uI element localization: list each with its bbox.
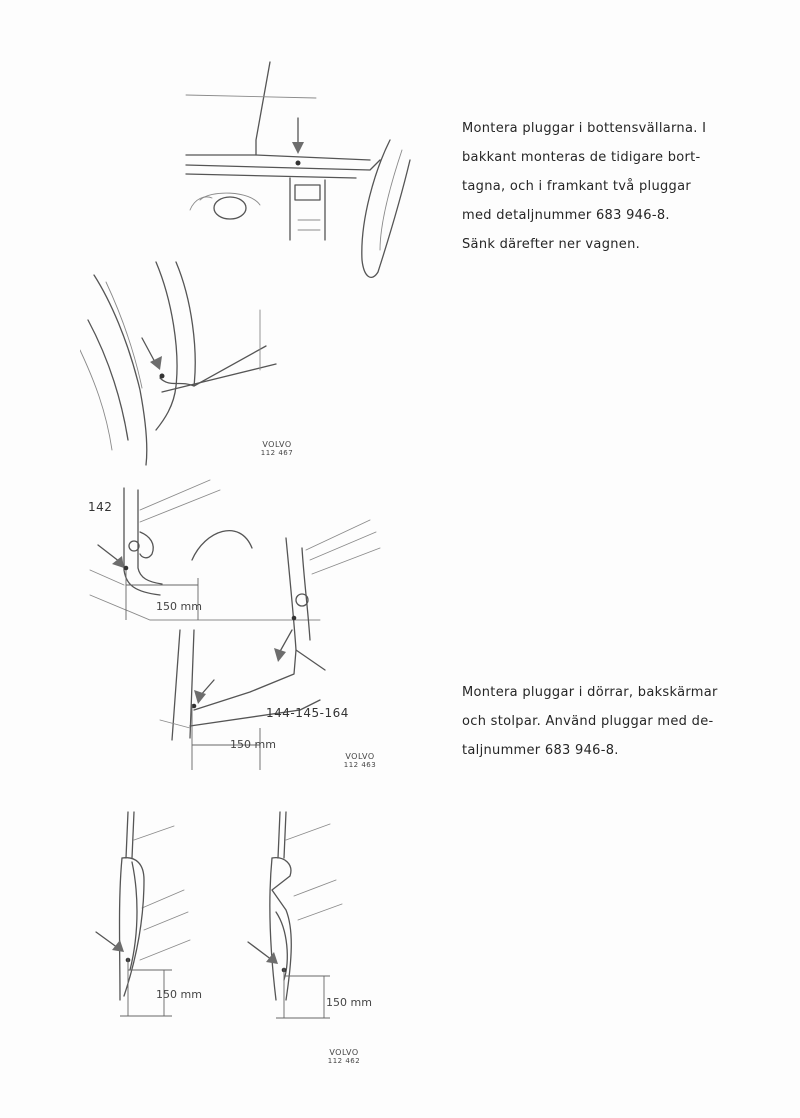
sill-illustration xyxy=(80,50,420,470)
figure-3-caption xyxy=(318,1048,370,1066)
figure-door-plugs xyxy=(80,470,410,790)
figure-1-number: 112 467 xyxy=(260,449,294,457)
figure-2-caption xyxy=(334,752,386,770)
figure-3-brand: VOLVO xyxy=(329,1048,359,1057)
instruction-sill-plugs: Montera pluggar i bottensvällarna. I bakkant monteras de tidigare bort- tagna, och i framkant två pluggar med detaljnummer 683 946-8. xyxy=(462,121,707,223)
figure-sill-plugs xyxy=(80,50,420,470)
figure-2-dim-2: 150 mm xyxy=(230,738,276,751)
model-label-142: 142 xyxy=(88,500,113,514)
figure-fender-plugs xyxy=(80,800,410,1090)
figure-3-dim-2: 150 mm xyxy=(326,996,372,1009)
instruction-lower-car: Sänk därefter ner vagnen. xyxy=(462,237,641,252)
model-label-144-145-164: 144-145-164 xyxy=(266,706,349,720)
instruction-door-plugs: Montera pluggar i dörrar, bakskärmar och stolpar. Använd pluggar med de- taljnummer 683 946-8. xyxy=(462,685,718,758)
figure-3-dim-1: 150 mm xyxy=(156,988,202,1001)
figure-2-number: 112 463 xyxy=(343,761,377,769)
figure-2-brand: VOLVO xyxy=(345,752,375,761)
door-illustration xyxy=(80,470,410,790)
figure-1-caption xyxy=(252,440,302,458)
figure-3-number: 112 462 xyxy=(327,1057,361,1065)
figure-2-dim-1: 150 mm xyxy=(156,600,202,613)
figure-1-brand: VOLVO xyxy=(262,440,292,449)
fender-illustration xyxy=(80,800,410,1090)
